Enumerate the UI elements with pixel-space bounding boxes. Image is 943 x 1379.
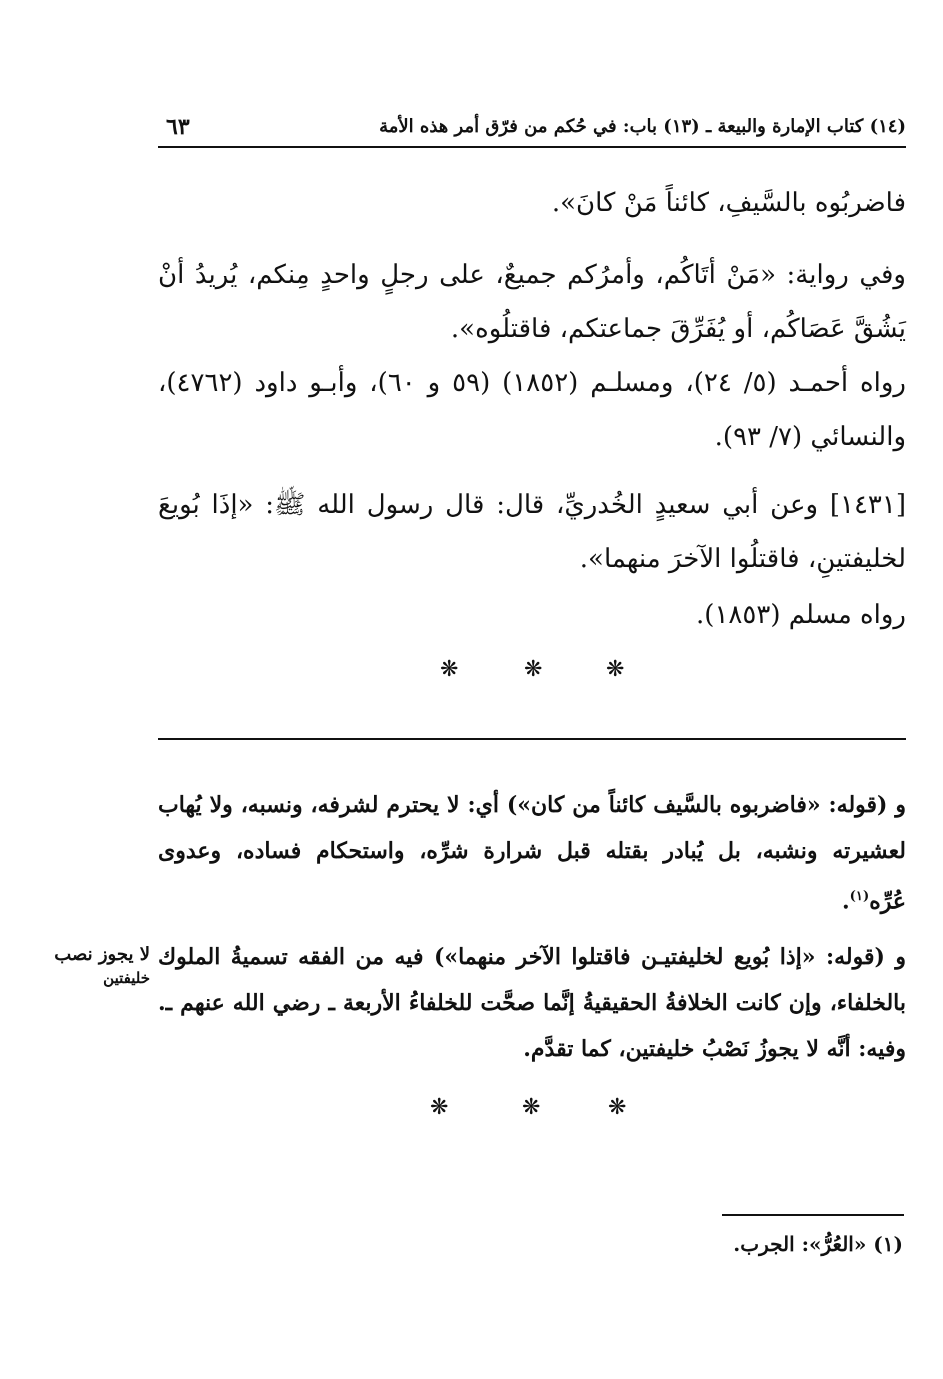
commentary-rule [158,738,906,740]
star-ornament: ❋ [608,1095,627,1120]
margin-note-line-2: خليفتين [103,969,150,987]
star-ornament: ❋ [524,657,543,682]
margin-note-line-1: لا يجوز نصب [54,944,150,965]
section-separator-2 [430,1095,630,1123]
main-paragraph-5: رواه مسلم (١٨٥٣). [696,600,906,630]
margin-note [30,944,150,987]
page-number: ٦٣ [166,114,190,140]
footnote: (١) «العُرُّ»: الجرب. [733,1232,903,1256]
hadith-1431: [١٤٣١] وعن أبي سعيدٍ الخُدريِّ، قال: قال رسول الله ﷺ: «إذَا بُويعَ لخليفتينِ، فاقتلُوا الآخرَ منهما». [158,490,906,574]
header-rule [158,146,906,148]
section-separator-1 [440,657,630,685]
main-paragraph-2: وفي رواية: «مَنْ أتَاكُم، وأمرُكم جميعٌ، على رجلٍ واحدٍ مِنكم، يُريدُ أنْ يَشُقَّ عَصَاكُم، أو يُفَرِّقَ جماعتكم، فاقتلُوه». [158,260,906,344]
star-ornament: ❋ [606,657,625,682]
star-ornament: ❋ [430,1095,449,1120]
commentary-1-end: . [841,888,850,915]
main-paragraph-3: رواه أحمـد (٥/ ٢٤)، ومسلـم (١٨٥٢) (٥٩ و ٦٠)، وأبـو داود (٤٧٦٢)، والنسائي (٧/ ٩٣). [158,368,906,452]
footnote-ref: (١) [849,889,870,904]
commentary-1 [158,782,906,924]
footnote-rule [722,1214,904,1216]
main-paragraph-1: فاضربُوه بالسَّيفِ، كائناً مَنْ كانَ». [551,188,906,218]
commentary-1-text: و (قوله: «فاضربوه بالسَّيف كائناً من كان») أي: لا يحترم لشرفه، ونسبه، ولا يُهاب لعشيرته ونشبه، بل يُبادر بقتله قبل شرارة شرِّه، واستحكام فساده، وعدوى عُرِّه [158,792,906,915]
page-header [158,108,906,144]
commentary-2: و (قوله: «إذا بُويع لخليفتيـن فاقتلوا الآخر منهما») فيه من الفقه تسميةُ الملوك بالخلفاء، وإن كانت الخلافةُ الحقيقيةُ إنَّما صحَّت للخلفاءُ الأربعة ـ رضي الله عنهم ـ. وفيه: أنَّه لا يجوزُ نَصْبُ خليفتين، كما تقدَّم. [158,944,906,1062]
running-title: (١٤) كتاب الإمارة والبيعة ـ (١٣) باب: في حُكم من فرّق أمر هذه الأمة [379,116,906,137]
star-ornament: ❋ [440,657,459,682]
star-ornament: ❋ [522,1095,541,1120]
